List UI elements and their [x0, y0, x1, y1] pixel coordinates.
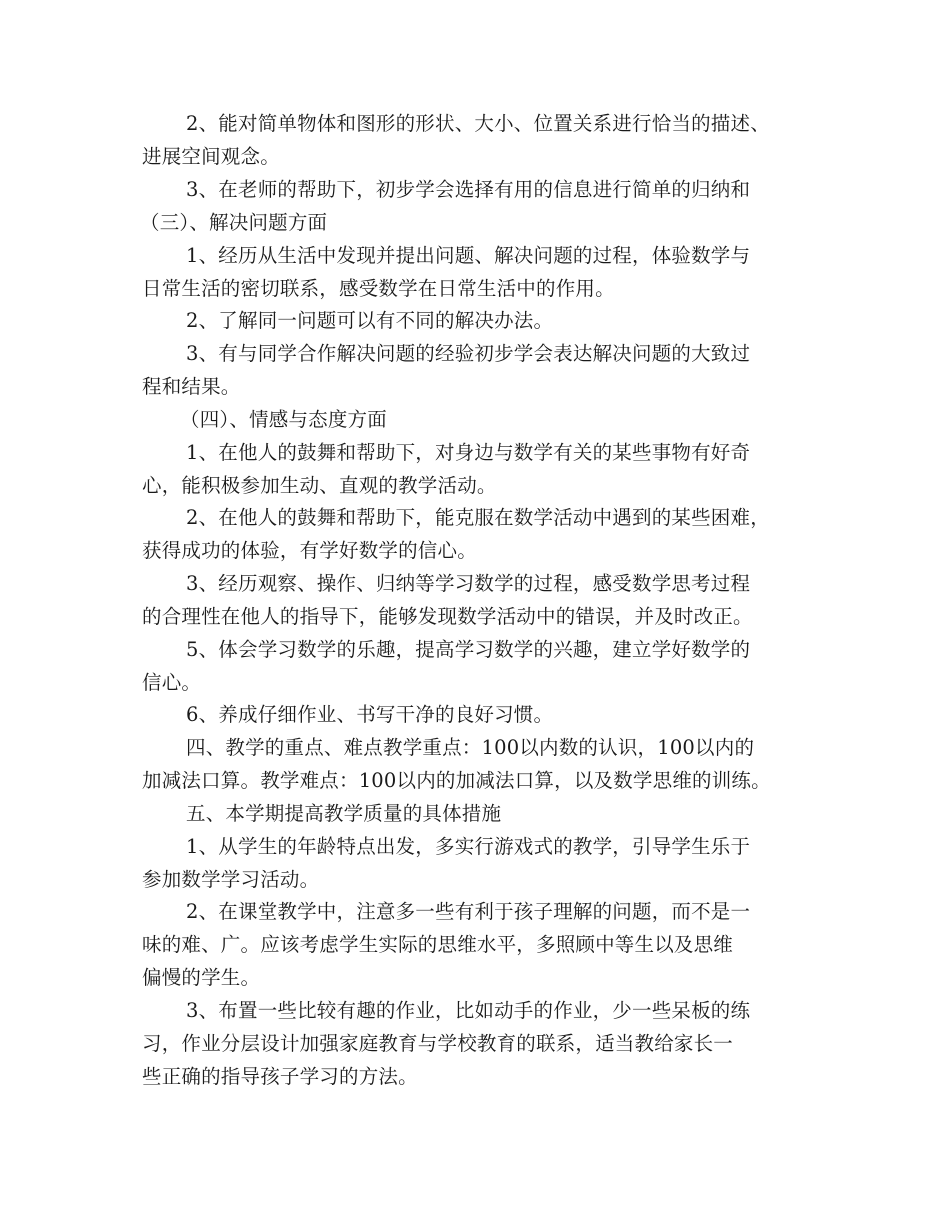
text-line: 加减法口算。教学难点：100以内的加减法口算，以及数学思维的训练。 [142, 769, 771, 792]
section-heading: 四、教学的重点、难点教学重点：100以内数的认识，100以内的 [186, 736, 755, 759]
text-line: 味的难、广。应该考虑学生实际的思维水平，多照顾中等生以及思维 [142, 933, 734, 956]
text-line: 心，能积极参加生动、直观的教学活动。 [142, 474, 497, 497]
text-line: 的合理性在他人的指导下，能够发现数学活动中的错误，并及时改正。 [142, 605, 753, 628]
text-line: 3、有与同学合作解决问题的经验初步学会表达解决问题的大致过 [186, 342, 751, 365]
text-line: 程和结果。 [142, 375, 241, 398]
text-line: 3、在老师的帮助下，初步学会选择有用的信息进行简单的归纳和 [186, 178, 751, 201]
text-line: 2、能对简单物体和图形的形状、大小、位置关系进行恰当的描述、 [186, 112, 770, 135]
text-line: 2、了解同一问题可以有不同的解决办法。 [186, 309, 554, 332]
text-line: 5、体会学习数学的乐趣，提高学习数学的兴趣，建立学好数学的 [186, 638, 751, 661]
text-line: 1、从学生的年龄特点出发，多实行游戏式的教学，引导学生乐于 [186, 835, 751, 858]
text-line: 偏慢的学生。 [142, 966, 261, 989]
text-line: 获得成功的体验，有学好数学的信心。 [142, 539, 477, 562]
section-heading: （四）、情感与态度方面 [180, 408, 387, 431]
text-line: 习，作业分层设计加强家庭教育与学校教育的联系，适当教给家长一 [142, 1032, 734, 1055]
text-line: 日常生活的密切联系，感受数学在日常生活中的作用。 [142, 277, 615, 300]
text-line: 2、在课堂教学中，注意多一些有利于孩子理解的问题，而不是一 [186, 900, 751, 923]
text-line: 6、养成仔细作业、书写干净的良好习惯。 [186, 703, 554, 726]
text-line: 3、经历观察、操作、归纳等学习数学的过程，感受数学思考过程 [186, 572, 751, 595]
text-line: 3、布置一些比较有趣的作业，比如动手的作业，少一些呆板的练 [186, 999, 751, 1022]
text-line: 些正确的指导孩子学习的方法。 [142, 1065, 418, 1088]
section-heading: （三）、解决问题方面 [140, 211, 328, 234]
text-line: 信心。 [142, 671, 202, 694]
text-line: 参加数学学习活动。 [142, 868, 320, 891]
section-heading: 五、本学期提高教学质量的具体措施 [186, 802, 502, 825]
text-line: 进展空间观念。 [142, 145, 280, 168]
text-line: 2、在他人的鼓舞和帮助下，能克服在数学活动中遇到的某些困难， [186, 506, 770, 529]
text-line: 1、在他人的鼓舞和帮助下，对身边与数学有关的某些事物有好奇 [186, 441, 751, 464]
text-line: 1、经历从生活中发现并提出问题、解决问题的过程，体验数学与 [186, 244, 751, 267]
